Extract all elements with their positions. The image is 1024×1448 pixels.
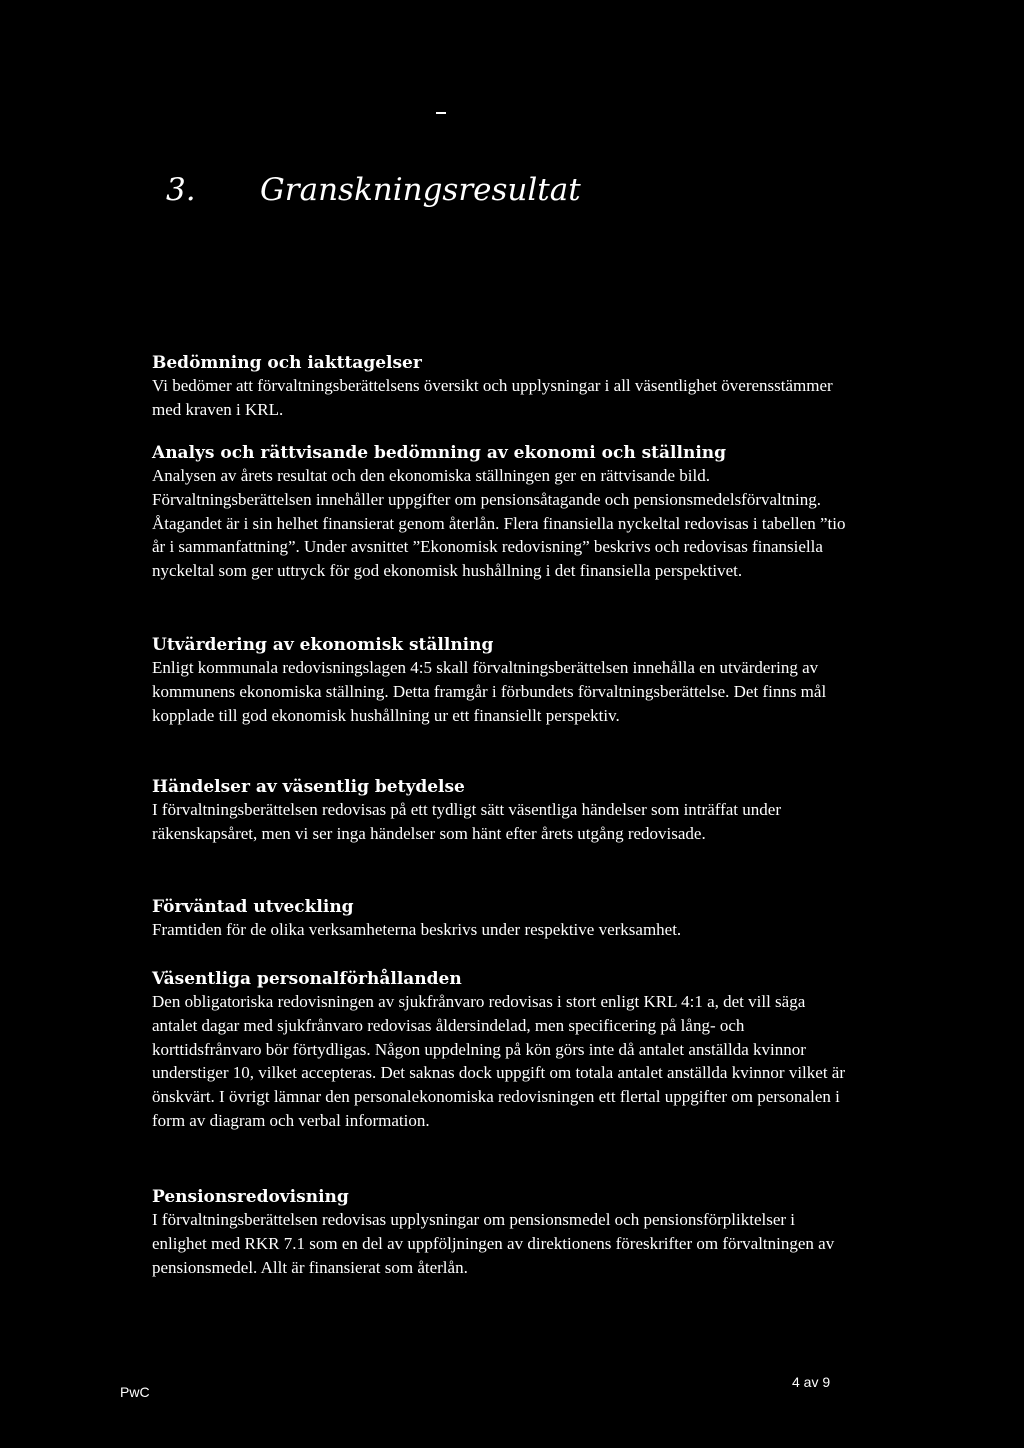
chapter-number: 3. (166, 172, 196, 208)
section-body: Enligt kommunala redovisningslagen 4:5 skall förvaltningsberättelsen innehålla en utvärdering av kommunens ekonomiska ställning. Detta framgår i förbundets förvaltningsberättelse. Det finns mål kopplade till god ekonomisk hushållning ur ett finansiellt perspektiv. (152, 658, 827, 725)
section-forvantad-utveckling (152, 896, 852, 942)
section-body: Den obligatoriska redovisningen av sjukfrånvaro redovisas i stort enligt KRL 4:1 a, det vill säga antalet dagar med sjukfrånvaro redovisas åldersindelad, men specificering på lång- och korttidsfrånvaro bör förtydligas. Någon uppdelning på kön görs inte då antalet anställda kvinnor understiger 10, vilket accepteras. Det saknas dock uppgift om totala antalet anställda kvinnor vilket är önskvärt. I övrigt lämnar den personalekonomiska redovisningen ett flertal uppgifter om personalen i form av diagram och verbal information. (152, 992, 845, 1130)
section-heading: Bedömning och iakttagelser (152, 353, 422, 373)
header-dash (436, 112, 446, 114)
section-body: Vi bedömer att förvaltningsberättelsens översikt och upplysningar i all väsentlighet överensstämmer med kraven i KRL. (152, 376, 833, 419)
section-personalforhallanden (152, 968, 852, 1133)
section-heading: Händelser av väsentlig betydelse (152, 777, 465, 797)
section-bedomning (152, 352, 852, 422)
section-heading: Analys och rättvisande bedömning av ekonomi och ställning (152, 443, 727, 463)
section-body: I förvaltningsberättelsen redovisas upplysningar om pensionsmedel och pensionsförpliktelser i enlighet med RKR 7.1 som en del av uppföljningen av direktionens föreskrifter om förvaltningen av pensionsmedel. Allt är finansierat som återlån. (152, 1210, 835, 1277)
section-heading: Förväntad utveckling (152, 897, 354, 917)
section-body: I förvaltningsberättelsen redovisas på ett tydligt sätt väsentliga händelser som inträffat under räkenskapsåret, men vi ser inga händelser som hänt efter årets utgång redovisade. (152, 800, 781, 843)
chapter-title: Granskningsresultat (260, 172, 581, 208)
chapter-heading (166, 168, 581, 212)
section-analys (152, 442, 852, 583)
section-heading: Väsentliga personalförhållanden (152, 969, 462, 989)
section-pensionsredovisning (152, 1186, 852, 1279)
page-number: 4 av 9 (792, 1374, 831, 1390)
footer-company: PwC (120, 1384, 150, 1400)
section-heading: Utvärdering av ekonomisk ställning (152, 635, 494, 655)
section-body: Framtiden för de olika verksamheterna beskrivs under respektive verksamhet. (152, 920, 682, 939)
section-body: Analysen av årets resultat och den ekonomiska ställningen ger en rättvisande bild. Förvaltningsberättelsen innehåller uppgifter om pensionsåtagande och pensionsmedelsförvaltning. Åtagandet är i sin helhet finansierat genom återlån. Flera finansiella nyckeltal redovisas i tabellen ”tio år i sammanfattning”. Under avsnittet ”Ekonomisk redovisning” beskrivs och redovisas finansiella nyckeltal som ger uttryck för god ekonomisk hushållning i det finansiella perspektivet. (152, 466, 846, 581)
section-handelser (152, 776, 852, 846)
section-heading: Pensionsredovisning (152, 1187, 349, 1207)
section-utvardering (152, 634, 852, 727)
